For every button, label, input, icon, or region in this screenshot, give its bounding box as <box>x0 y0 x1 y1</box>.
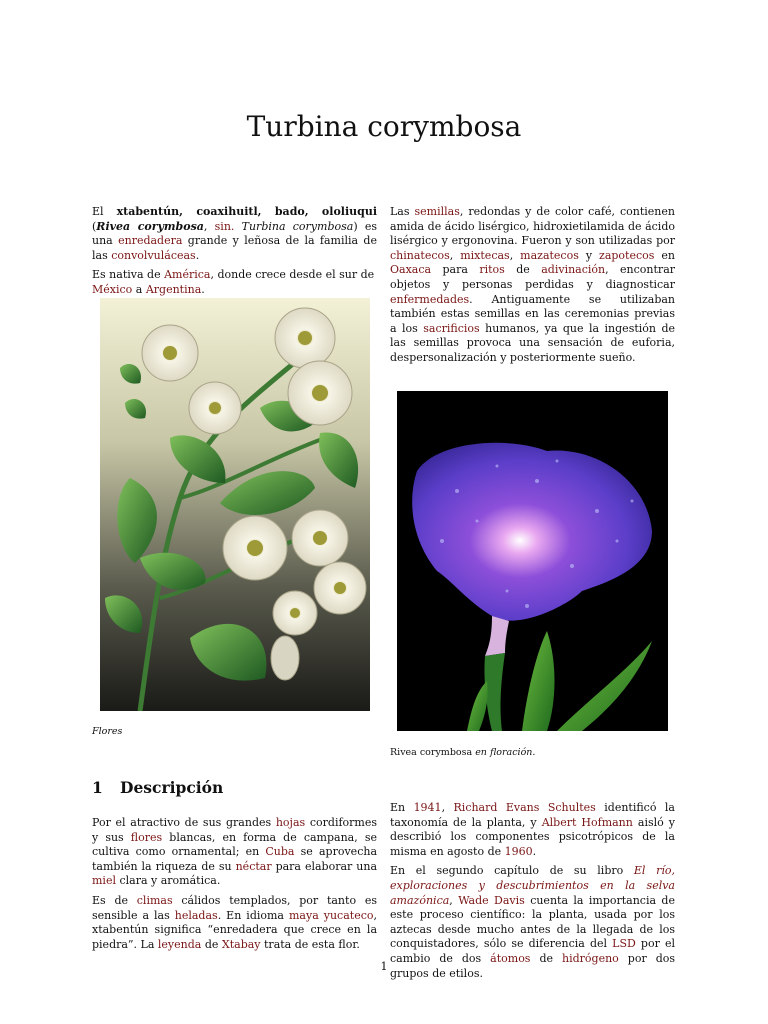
link-climas[interactable]: climas <box>136 893 173 907</box>
link-sin[interactable]: sin. <box>214 219 235 233</box>
link-ritos[interactable]: ritos <box>479 263 505 277</box>
link-america[interactable]: América <box>164 268 211 282</box>
link-convolvulaceas[interactable]: convolvuláceas <box>111 248 196 262</box>
link-nectar[interactable]: néctar <box>235 859 272 873</box>
link-hofmann[interactable]: Albert Hofmann <box>541 815 633 829</box>
link-maya-yucateco[interactable]: maya yucateco <box>289 908 374 922</box>
synonym-name: Turbina corymbosa <box>241 219 354 233</box>
link-atomos[interactable]: átomos <box>490 951 531 965</box>
history-paragraph-2: En el segundo capítulo de su libro El río, exploraciones y descubrimientos en la selva amazónica, Wade Davis cuenta la importancia de este proceso científico: la planta, usada por los aztecas desde mucho antes de la llegada de los conquistadores, sólo se diferencia del LSD por el cambio de dos átomos de hidrógeno por dos grupos de etilos. <box>390 864 675 980</box>
link-flores[interactable]: flores <box>130 830 163 844</box>
history-paragraph-1: En 1941, Richard Evans Schultes identificó la taxonomía de la planta, y Albert Hofmann aisló y describió los componentes psicotrópicos de la misma en agosto de 1960. <box>390 801 675 858</box>
link-enfermedades[interactable]: enfermedades <box>390 292 470 306</box>
seeds-column <box>390 205 675 371</box>
link-mazatecos[interactable]: mazatecos <box>520 248 579 262</box>
link-sacrificios[interactable]: sacrificios <box>423 321 480 335</box>
link-book-title[interactable]: El río, exploraciones y descubrimientos en la selva amazónica <box>390 864 675 907</box>
link-adivinacion[interactable]: adivinación <box>541 263 606 277</box>
link-1960[interactable]: 1960 <box>504 844 533 858</box>
link-enredadera[interactable]: enredadera <box>118 234 183 248</box>
page-title: Turbina corymbosa <box>246 110 522 143</box>
caption-flowers: Flores <box>92 726 123 737</box>
section-heading-descripcion: 1 Descripción <box>92 778 224 797</box>
link-semillas[interactable]: semillas <box>414 205 460 218</box>
description-right-column <box>390 801 675 986</box>
intro-column <box>92 205 377 303</box>
link-mixtecas[interactable]: mixtecas <box>460 248 510 262</box>
description-paragraph-1: Por el atractivo de sus grandes hojas cordiformes y sus flores blancas, en forma de campana, se cultiva como ornamental; en Cuba se aprovecha también la riqueza de su néctar para elaborar una miel clara y aromática. <box>92 816 378 888</box>
link-chinatecos[interactable]: chinatecos <box>390 248 450 262</box>
link-miel[interactable]: miel <box>92 874 116 888</box>
link-heladas[interactable]: heladas <box>174 908 218 922</box>
description-left-column <box>92 816 377 957</box>
scientific-name: Rivea corymbosa <box>96 219 204 233</box>
flowers-illustration <box>100 298 370 711</box>
link-schultes[interactable]: Richard Evans Schultes <box>453 801 596 814</box>
link-hojas[interactable]: hojas <box>275 816 306 829</box>
common-names: xtabentún, coaxihuitl, bado, ololiuqui <box>116 205 377 218</box>
link-1941[interactable]: 1941 <box>413 801 442 814</box>
link-wade-davis[interactable]: Wade Davis <box>458 893 525 907</box>
link-leyenda[interactable]: leyenda <box>157 937 202 951</box>
link-lsd[interactable]: LSD <box>612 937 636 951</box>
seeds-paragraph: Las semillas, redondas y de color café, contienen amida de ácido lisérgico, hidroxietilamida de ácido lisérgico y ergonovina. Fueron y son utilizadas por chinatecos, mixtecas, mazatecos y zapotecos en Oaxaca para ritos de adivinación, encontrar objetos y personas perdidas y diagnosticar enfermedades. Antiguamente se utilizaban también estas semillas en las ceremonias previas a los sacrificios humanos, ya que la ingestión de las semillas provoca una sensación de euforia, despersonalización y posteriormente sueño. <box>390 205 676 364</box>
intro-paragraph-1: El xtabentún, coaxihuitl, bado, ololiuqui (Rivea corymbosa, sin. Turbina corymbosa) es una enredadera grande y leñosa de la familia de las convolvuláceas. <box>92 205 377 262</box>
link-argentina[interactable]: Argentina <box>145 282 202 296</box>
link-mexico[interactable]: México <box>92 282 133 296</box>
purple-flower-photo <box>397 391 668 731</box>
caption-purple-flower: Rivea corymbosa en floración. <box>390 747 536 758</box>
description-paragraph-2: Es de climas cálidos templados, por tanto es sensible a las heladas. En idioma maya yucateco, xtabentún significa “enredadera que crece en la piedra”. La leyenda de Xtabay trata de esta flor. <box>92 893 377 951</box>
link-hidrogeno[interactable]: hidrógeno <box>562 951 619 965</box>
link-zapotecos[interactable]: zapotecos <box>599 248 655 262</box>
intro-paragraph-2: Es nativa de América, donde crece desde el sur de México a Argentina. <box>92 268 375 296</box>
link-xtabay[interactable]: Xtabay <box>221 937 261 951</box>
link-cuba[interactable]: Cuba <box>265 845 295 859</box>
page-number: 1 <box>380 960 388 973</box>
link-oaxaca[interactable]: Oaxaca <box>390 263 432 277</box>
